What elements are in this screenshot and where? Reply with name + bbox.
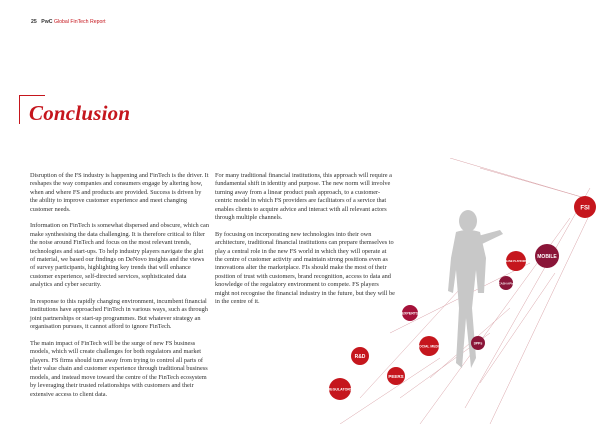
node-label-experts: EXPERTS xyxy=(401,311,419,316)
text-column-left xyxy=(30,172,210,407)
node-label-social-media: SOCIAL MEDIA xyxy=(416,344,442,349)
page-title: Conclusion xyxy=(29,101,131,125)
node-label-3pps: 3PPs xyxy=(473,341,483,346)
report-title: Global FinTech Report xyxy=(53,19,106,25)
node-label-peers: PEERS xyxy=(388,374,404,379)
paragraph: By focusing on incorporating new technologies into their own architecture, traditional financial institutions can prepare themselves to play a central role in the new FS world in which they will operate at the centre of customer activity and maintain strong positions even as innovations alter the marketplace. FIs should make the most of their position of trust with customers, brand recognition, access to data and knowledge of the regulatory environment to compete. FS players might not recognise the financial industry in the future, but they will be in the centre of it. xyxy=(215,230,395,306)
page-header xyxy=(31,19,106,25)
node-3pps xyxy=(471,336,485,350)
node-label-rnd: R&D xyxy=(354,354,366,360)
node-label-fsi: FSI xyxy=(580,205,590,212)
node-label-cash-apis: CASH APIs xyxy=(498,281,514,286)
node-fsi xyxy=(574,196,596,218)
paragraph: The main impact of FinTech will be the surge of new FS business models, which will create challenges for both regulators and market players. FS firms should turn away from trying to control all parts of their value chain and customer experience through traditional business models, and instead move toward the centre of the FinTech ecosystem by leveraging their trusted relationships with customers and their extensive access to client data. xyxy=(30,340,208,398)
node-label-mobile: MOBILE xyxy=(537,254,557,260)
node-regulators xyxy=(328,378,353,400)
node-peers xyxy=(387,367,405,385)
paragraph: Disruption of the FS industry is happening and FinTech is the driver. It reshapes the way companies and consumers engage by altering how, when and where FS and products are provided. Success is driven by the ability to improve customer experience and meet changing customer needs. xyxy=(30,172,209,213)
title-rule-horizontal xyxy=(19,95,45,96)
paragraph: In response to this rapidly changing environment, incumbent financial institutions have approached FinTech in various ways, such as through joint partnerships or start-up programmes. But whatever strategy an organisation pursues, it cannot afford to ignore FinTech. xyxy=(30,298,208,331)
paragraph: Information on FinTech is somewhat dispersed and obscure, which can make synthesising the data challenging. It is therefore critical to filter the noise around FinTech and focus on the most relevant trends, technologies and start-ups. To help industry players navigate the glut of material, we based our findings on DeNovo insights and the views of survey participants, highlighting key trends that will enhance customer experience, self-directed services, sophisticated data analytics and cyber security. xyxy=(30,222,209,289)
node-mobile xyxy=(535,244,559,268)
fintech-ecosystem-diagram xyxy=(300,158,600,424)
node-online-platforms xyxy=(503,251,530,271)
node-cash-apis xyxy=(499,276,514,290)
node-social-media xyxy=(417,336,442,356)
paragraph: For many traditional financial institutions, this approach will require a fundamental shift in identity and purpose. The new norm will involve turning away from a linear product push approach, to a customer-centric model in which FS providers are facilitators of a service that enables clients to acquire advice and interact with all relevant actors through multiple channels. xyxy=(215,172,392,222)
node-label-online-platforms: ONLINE PLATFORMS xyxy=(502,260,530,263)
node-rnd xyxy=(351,347,369,365)
node-label-regulators: REGULATORS xyxy=(327,387,353,392)
brand-name: PwC xyxy=(41,19,53,25)
node-experts xyxy=(402,305,419,321)
title-rule-vertical xyxy=(19,95,20,124)
page-number: 25 xyxy=(31,19,37,25)
